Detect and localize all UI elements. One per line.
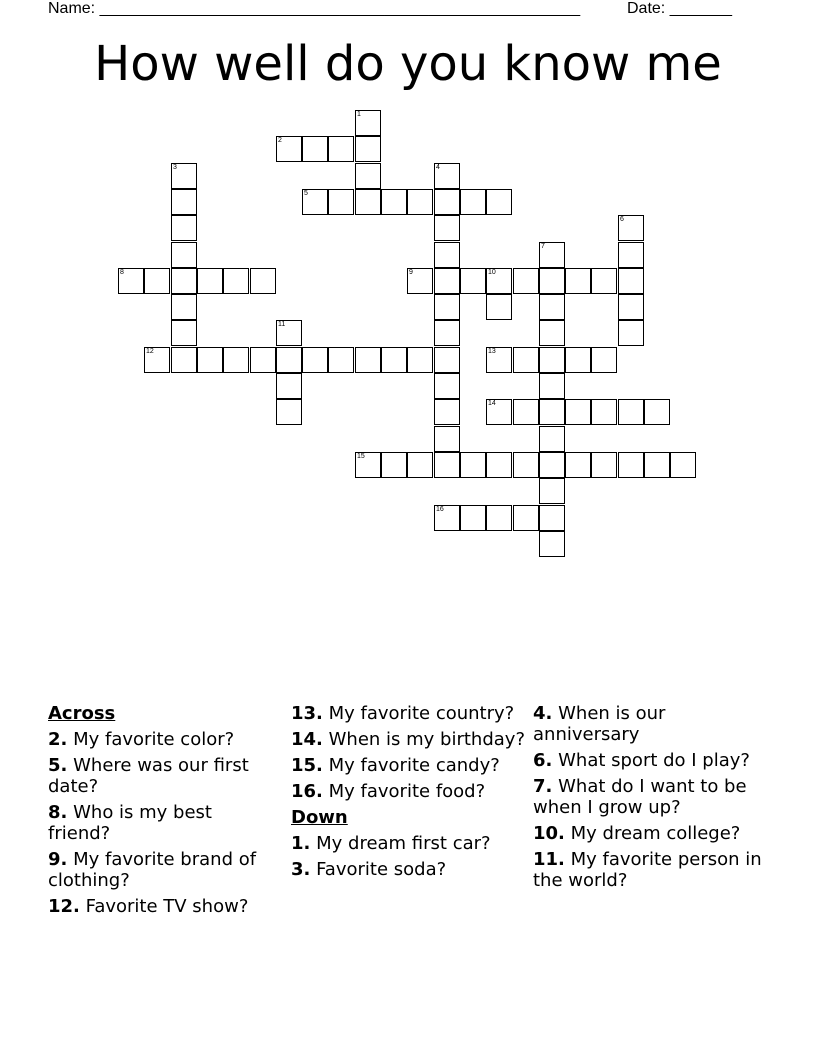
crossword-cell[interactable] <box>355 136 381 162</box>
clue-across-14: 14. When is my birthday? <box>291 729 525 750</box>
crossword-cell[interactable] <box>434 189 460 215</box>
clue-number: 2 <box>278 137 282 144</box>
clue-down-3: 3. Favorite soda? <box>291 859 447 880</box>
clue-across-12: 12. Favorite TV show? <box>48 896 249 917</box>
crossword-cell[interactable] <box>591 347 617 373</box>
crossword-cell[interactable] <box>355 452 381 478</box>
clue-across-13: 13. My favorite country? <box>291 703 515 724</box>
crossword-cell[interactable] <box>434 452 460 478</box>
crossword-cell[interactable] <box>591 268 617 294</box>
crossword-cell[interactable] <box>644 452 670 478</box>
clue-number: 6 <box>620 216 624 223</box>
crossword-cell[interactable] <box>539 426 565 452</box>
clue-down-1: 1. My dream first car? <box>291 833 491 854</box>
crossword-cell[interactable] <box>539 478 565 504</box>
crossword-cell[interactable] <box>434 505 460 531</box>
crossword-cell[interactable] <box>539 531 565 557</box>
crossword-cell[interactable] <box>276 320 302 346</box>
clue-number: 10 <box>488 269 496 276</box>
crossword-cell[interactable] <box>644 399 670 425</box>
crossword-cell[interactable] <box>486 189 512 215</box>
clue-across-15: 15. My favorite candy? <box>291 755 500 776</box>
crossword-cell[interactable] <box>355 163 381 189</box>
clue-number: 14 <box>488 400 496 407</box>
crossword-cell[interactable] <box>460 189 486 215</box>
crossword-cell[interactable] <box>355 110 381 136</box>
clue-number: 3 <box>173 164 177 171</box>
clue-down-10: 10. My dream college? <box>533 823 741 844</box>
clue-down-4: 4. When is our anniversary <box>533 703 666 745</box>
clue-number: 12 <box>146 348 154 355</box>
crossword-cell[interactable] <box>197 347 223 373</box>
clue-number: 9 <box>409 269 413 276</box>
crossword-cell[interactable] <box>302 136 328 162</box>
crossword-cell[interactable] <box>302 347 328 373</box>
crossword-cell[interactable] <box>539 268 565 294</box>
crossword-cell[interactable] <box>434 163 460 189</box>
clue-across-5: 5. Where was our first date? <box>48 755 249 797</box>
crossword-cell[interactable] <box>565 347 591 373</box>
crossword-cell[interactable] <box>250 268 276 294</box>
crossword-cell[interactable] <box>539 399 565 425</box>
clues-column-3 <box>533 703 773 896</box>
crossword-cell[interactable] <box>513 268 539 294</box>
crossword-cell[interactable] <box>381 347 407 373</box>
crossword-cell[interactable] <box>618 320 644 346</box>
crossword-cell[interactable] <box>434 426 460 452</box>
crossword-cell[interactable] <box>144 268 170 294</box>
across-heading: Across <box>48 703 116 724</box>
crossword-cell[interactable] <box>223 347 249 373</box>
clue-number: 16 <box>436 506 444 513</box>
crossword-cell[interactable] <box>355 347 381 373</box>
crossword-cell[interactable] <box>618 399 644 425</box>
crossword-cell[interactable] <box>171 163 197 189</box>
crossword-cell[interactable] <box>118 268 144 294</box>
name-field-label: Name: ______________________________________________________ <box>48 0 581 17</box>
clue-across-16: 16. My favorite food? <box>291 781 486 802</box>
crossword-cell[interactable] <box>434 399 460 425</box>
crossword-cell[interactable] <box>171 189 197 215</box>
crossword-cell[interactable] <box>171 242 197 268</box>
crossword-cell[interactable] <box>381 189 407 215</box>
crossword-cell[interactable] <box>486 268 512 294</box>
crossword-cell[interactable] <box>513 399 539 425</box>
crossword-cell[interactable] <box>328 189 354 215</box>
clue-across-8: 8. Who is my best friend? <box>48 802 212 844</box>
crossword-cell[interactable] <box>276 347 302 373</box>
crossword-cell[interactable] <box>539 452 565 478</box>
crossword-cell[interactable] <box>618 452 644 478</box>
clue-down-11: 11. My favorite person in the world? <box>533 849 762 891</box>
crossword-cell[interactable] <box>618 215 644 241</box>
crossword-cell[interactable] <box>618 242 644 268</box>
crossword-cell[interactable] <box>513 505 539 531</box>
crossword-cell[interactable] <box>276 136 302 162</box>
crossword-cell[interactable] <box>407 452 433 478</box>
clue-number: 13 <box>488 348 496 355</box>
clue-across-2: 2. My favorite color? <box>48 729 235 750</box>
clue-number: 15 <box>357 453 365 460</box>
crossword-cell[interactable] <box>171 294 197 320</box>
crossword-cell[interactable] <box>618 294 644 320</box>
down-heading: Down <box>291 807 348 828</box>
crossword-cell[interactable] <box>486 505 512 531</box>
crossword-cell[interactable] <box>434 294 460 320</box>
crossword-cell[interactable] <box>434 320 460 346</box>
crossword-cell[interactable] <box>539 242 565 268</box>
clue-number: 11 <box>278 321 286 328</box>
crossword-cell[interactable] <box>144 347 170 373</box>
crossword-cell[interactable] <box>486 452 512 478</box>
crossword-cell[interactable] <box>513 347 539 373</box>
crossword-cell[interactable] <box>434 373 460 399</box>
crossword-cell[interactable] <box>434 268 460 294</box>
crossword-cell[interactable] <box>434 242 460 268</box>
crossword-cell[interactable] <box>407 347 433 373</box>
crossword-cell[interactable] <box>460 505 486 531</box>
puzzle-title: How well do you know me <box>94 36 722 92</box>
clue-across-9: 9. My favorite brand of clothing? <box>48 849 257 891</box>
crossword-cell[interactable] <box>539 347 565 373</box>
crossword-cell[interactable] <box>171 215 197 241</box>
crossword-cell[interactable] <box>591 452 617 478</box>
crossword-cell[interactable] <box>223 268 249 294</box>
clue-number: 1 <box>357 111 361 118</box>
crossword-cell[interactable] <box>486 294 512 320</box>
crossword-cell[interactable] <box>276 399 302 425</box>
crossword-cell[interactable] <box>539 294 565 320</box>
clue-down-7: 7. What do I want to be when I grow up? <box>533 776 747 818</box>
crossword-cell[interactable] <box>565 399 591 425</box>
crossword-cell[interactable] <box>670 452 696 478</box>
crossword-cell[interactable] <box>434 215 460 241</box>
crossword-cell[interactable] <box>565 452 591 478</box>
crossword-cell[interactable] <box>618 268 644 294</box>
clue-number: 4 <box>436 164 440 171</box>
crossword-cell[interactable] <box>171 268 197 294</box>
crossword-cell[interactable] <box>486 399 512 425</box>
clue-number: 7 <box>541 243 545 250</box>
crossword-cell[interactable] <box>355 189 381 215</box>
crossword-cell[interactable] <box>407 268 433 294</box>
crossword-cell[interactable] <box>513 452 539 478</box>
crossword-cell[interactable] <box>276 373 302 399</box>
clues-column-2 <box>291 703 527 885</box>
clue-down-6: 6. What sport do I play? <box>533 750 750 771</box>
crossword-cell[interactable] <box>197 268 223 294</box>
clue-number: 5 <box>304 190 308 197</box>
date-field-label: Date: _______ <box>627 0 732 17</box>
crossword-cell[interactable] <box>460 268 486 294</box>
crossword-cell[interactable] <box>460 452 486 478</box>
crossword-cell[interactable] <box>407 189 433 215</box>
clues-column-1 <box>48 703 278 922</box>
crossword-cell[interactable] <box>539 505 565 531</box>
crossword-cell[interactable] <box>171 320 197 346</box>
crossword-cell[interactable] <box>539 373 565 399</box>
crossword-cell[interactable] <box>486 347 512 373</box>
crossword-cell[interactable] <box>250 347 276 373</box>
crossword-cell[interactable] <box>328 136 354 162</box>
crossword-cell[interactable] <box>171 347 197 373</box>
crossword-cell[interactable] <box>539 320 565 346</box>
crossword-cell[interactable] <box>381 452 407 478</box>
crossword-cell[interactable] <box>328 347 354 373</box>
crossword-cell[interactable] <box>434 347 460 373</box>
crossword-cell[interactable] <box>565 268 591 294</box>
crossword-cell[interactable] <box>302 189 328 215</box>
crossword-cell[interactable] <box>591 399 617 425</box>
clue-number: 8 <box>120 269 124 276</box>
